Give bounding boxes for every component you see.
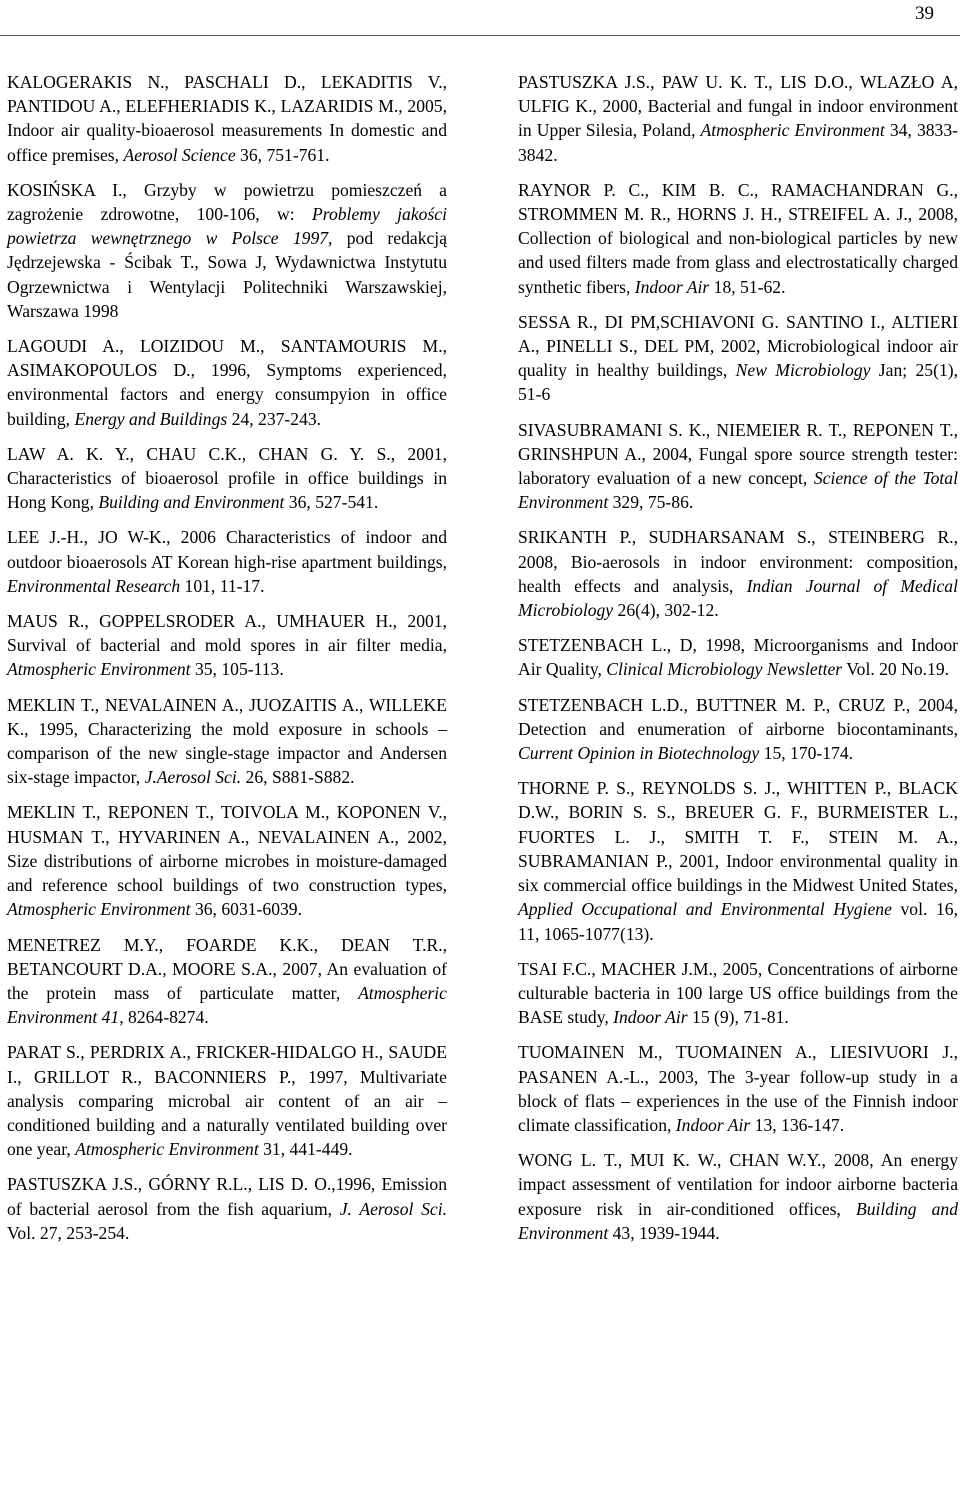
reference-details: 329, 75-86.: [608, 492, 694, 513]
reference-details: Jan; 25(1), 51-6: [518, 360, 959, 405]
reference-title: 2001, Characteristics of bioaerosol profile in office buildings in Hong Kong,: [7, 443, 447, 513]
reference-details: 15, 170-174.: [759, 743, 854, 764]
reference-title: 2008, An energy impact assessment of ventilation for indoor airborne bacteria exposure risk in air-conditioned offices,: [518, 1150, 958, 1219]
reference-venue: Atmospheric Environment 41,: [7, 982, 447, 1028]
reference-venue: J.Aerosol Sci.: [144, 767, 242, 788]
reference-title: 1997, Multivariate analysis comparing microbal air content of an air –conditioned building and a naturally ventilated building over one year,: [7, 1066, 447, 1160]
reference-authors: MEKLIN T., REPONEN T., TOIVOLA M., KOPONEN V., HUSMAN T., HYVARINEN A., NEVALAINEN A.,: [7, 802, 447, 847]
reference-title: 2001, Indoor environmental quality in six commercial office buildings in the Midwest United States,: [518, 850, 958, 896]
reference-details: 43, 1939-1944.: [608, 1222, 720, 1243]
reference-entry: [518, 178, 958, 299]
reference-entry: [518, 70, 958, 167]
reference-entry: [7, 178, 447, 323]
reference-title: 2005, Indoor air quality-bioaerosol measurements In domestic and office premises,: [7, 96, 448, 165]
reference-venue: Science of the Total Environment: [518, 468, 958, 513]
reference-authors: MENETREZ M.Y., FOARDE K.K., DEAN T.R., BETANCOURT D.A., MOORE S.A.,: [7, 934, 447, 979]
reference-authors: LEE J.-H., JO W-K.,: [7, 527, 171, 548]
reference-title: 1996, Emission of bacterial aerosol from the fish aquarium,: [7, 1174, 447, 1219]
reference-details: 101, 11-17.: [180, 575, 265, 596]
references-right-column: [518, 70, 958, 1256]
reference-title: 2004, Detection and enumeration of airborne biocontaminants,: [518, 694, 959, 739]
reference-venue: Indoor Air: [613, 1007, 688, 1028]
reference-authors: PASTUSZKA J.S., PAW U. K. T., LIS D.O., WLAZŁO A, ULFIG K.,: [518, 72, 958, 117]
reference-details: pod redakcją Jędrzejewska - Ścibak T., Sowa J, Wydawnictwa Instytutu Ogrzewnictwa i Wentylacji Politechniki Warszawskiej, Warszawa 1998: [7, 228, 447, 321]
reference-entry: [518, 1040, 958, 1137]
reference-authors: WONG L. T., MUI K. W., CHAN W.Y.,: [518, 1150, 826, 1171]
reference-authors: TUOMAINEN M., TUOMAINEN A., LIESIVUORI J., PASANEN A.-L.,: [518, 1042, 958, 1087]
reference-title: 2004, Fungal spore source strength tester: laboratory evaluation of a new concept,: [518, 443, 959, 489]
reference-authors: PASTUSZKA J.S., GÓRNY R.L., LIS D. O.,: [7, 1174, 336, 1195]
reference-entry: [7, 70, 447, 167]
reference-venue: Aerosol Science: [123, 144, 236, 165]
reference-entry: [518, 957, 958, 1030]
reference-title: 2008, Bio-aerosols in indoor environment: composition, health effects and analysis,: [518, 551, 958, 596]
reference-title: 2006 Characteristics of indoor and outdoor bioaerosols AT Korean high-rise apartment buildings,: [7, 527, 447, 572]
reference-entry: [7, 693, 447, 790]
reference-entry: [518, 776, 958, 945]
reference-details: 31, 441-449.: [258, 1139, 353, 1160]
reference-entry: [7, 1172, 447, 1245]
reference-venue: Indian Journal of Medical Microbiology: [518, 575, 958, 621]
reference-title: 1996, Symptoms experienced, environmental factors and energy consumpyion in office building,: [7, 360, 447, 429]
reference-venue: Energy and Buildings: [74, 408, 228, 429]
reference-venue: Indoor Air: [675, 1114, 751, 1135]
reference-venue: Problemy jakości powietrza wewnętrznego w Polsce 1997,: [7, 204, 447, 249]
reference-authors: PARAT S., PERDRIX A., FRICKER-HIDALGO H., SAUDE I., GRILLOT R., BACONNIERS P.,: [7, 1042, 447, 1087]
reference-title: 2003, The 3-year follow-up study in a block of flats – experiences in the use of the Finnish indoor climate classification,: [518, 1066, 958, 1135]
reference-details: 36, 6031-6039.: [190, 899, 302, 920]
reference-venue: J. Aerosol Sci.: [339, 1198, 447, 1219]
reference-entry: [7, 334, 447, 431]
reference-venue: New Microbiology: [735, 360, 871, 381]
reference-authors: KALOGERAKIS N., PASCHALI D., LEKADITIS V., PANTIDOU A., ELEFHERIADIS K., LAZARIDIS M.,: [7, 72, 447, 117]
reference-entry: [518, 633, 958, 681]
reference-details: vol. 16, 11, 1065-1077(13).: [518, 899, 958, 944]
reference-venue: Building and Environment: [518, 1198, 958, 1243]
reference-details: 26, S881-S882.: [241, 767, 355, 788]
reference-venue: Current Opinion in Biotechnology: [518, 743, 760, 764]
reference-title: 2001, Survival of bacterial and mold spores in air filter media,: [7, 611, 448, 656]
reference-authors: STETZENBACH L., D,: [518, 635, 697, 656]
reference-details: 13, 136-147.: [750, 1114, 845, 1135]
reference-details: Vol. 27, 253-254.: [7, 1222, 130, 1243]
reference-authors: RAYNOR P. C., KIM B. C., RAMACHANDRAN G., STROMMEN M. R., HORNS J. H., STREIFEL A. J.,: [518, 179, 958, 225]
reference-entry: [518, 525, 958, 622]
reference-title: 2000, Bacterial and fungal in indoor environment in Upper Silesia, Poland,: [518, 96, 959, 141]
reference-entry: [518, 1148, 958, 1245]
reference-venue: Atmospheric Environment: [75, 1139, 259, 1160]
reference-details: 18, 51-62.: [709, 276, 786, 297]
reference-details: 15 (9), 71-81.: [687, 1007, 789, 1028]
reference-title: 2007, An evaluation of the protein mass of particulate matter,: [7, 958, 447, 1003]
reference-title: 2005, Concentrations of airborne culturable bacteria in 100 large US office buildings from the BASE study,: [518, 958, 958, 1028]
references-left-column: [7, 70, 447, 1256]
reference-venue: Atmospheric Environment: [7, 899, 191, 920]
reference-venue: Building and Environment: [98, 492, 285, 513]
reference-authors: SESSA R., DI PM,SCHIAVONI G. SANTINO I., ALTIERI A., PINELLI S., DEL PM,: [518, 311, 958, 357]
reference-authors: SIVASUBRAMANI S. K., NIEMEIER R. T., REPONEN T., GRINSHPUN A.,: [518, 419, 958, 464]
reference-authors: STETZENBACH L.D., BUTTNER M. P., CRUZ P.,: [518, 694, 911, 715]
reference-title: 1998, Microorganisms and Indoor Air Quality,: [518, 635, 958, 680]
reference-authors: TSAI F.C., MACHER J.M.,: [518, 958, 718, 979]
reference-authors: MEKLIN T., NEVALAINEN A., JUOZAITIS A., WILLEKE K.,: [7, 694, 447, 739]
reference-details: 34, 3833-3842.: [518, 120, 958, 165]
reference-authors: MAUS R., GOPPELSRODER A., UMHAUER H.,: [7, 611, 398, 632]
reference-entry: [518, 418, 958, 515]
reference-details: Vol. 20 No.19.: [842, 659, 950, 680]
header-rule: [0, 35, 960, 36]
reference-authors: KOSIŃSKA I.,: [7, 179, 127, 200]
reference-entry: [7, 800, 447, 921]
reference-title: 1995, Characterizing the mold exposure in schools – comparison of the new single-stage impactor and Andersen six-stage impactor,: [7, 718, 447, 788]
reference-venue: Atmospheric Environment: [7, 659, 191, 680]
reference-venue: Clinical Microbiology Newsletter: [606, 659, 843, 680]
reference-title: 2002, Size distributions of airborne microbes in moisture-damaged and reference school buildings of two construction types,: [7, 826, 447, 896]
reference-venue: Atmospheric Environment: [700, 120, 885, 141]
reference-entry: [7, 525, 447, 598]
reference-details: 36, 751-761.: [235, 144, 330, 165]
page-number: 39: [915, 3, 934, 24]
reference-details: 26(4), 302-12.: [613, 600, 719, 621]
reference-title: Grzyby w powietrzu pomieszczeń a zagrożenie zdrowotne, 100-106, w:: [7, 179, 447, 225]
reference-entry: [7, 609, 447, 682]
reference-authors: LAGOUDI A., LOIZIDOU M., SANTAMOURIS M., ASIMAKOPOULOS D.,: [7, 336, 447, 381]
reference-title: 2008, Collection of biological and non-biological particles by new and used filters made from glass and electrostatically charged synthetic fibers,: [518, 204, 958, 297]
reference-venue: Applied Occupational and Environmental Hygiene: [518, 899, 892, 920]
reference-venue: Environmental Research: [7, 575, 181, 596]
reference-entry: [7, 442, 447, 515]
reference-venue: Indoor Air: [634, 276, 710, 297]
reference-authors: SRIKANTH P., SUDHARSANAM S., STEINBERG R.,: [518, 527, 958, 548]
reference-authors: THORNE P. S., REYNOLDS S. J., WHITTEN P., BLACK D.W., BORIN S. S., BREUER G. F., BURMEISTER L., FUORTES L. J., SMITH T. F., STEIN M. A., SUBRAMANIAN P.,: [518, 778, 958, 871]
reference-details: 36, 527-541.: [284, 492, 379, 513]
reference-entry: [518, 693, 958, 766]
reference-entry: [7, 1040, 447, 1161]
reference-entry: [518, 310, 958, 407]
reference-details: 8264-8274.: [123, 1007, 209, 1028]
reference-entry: [7, 933, 447, 1030]
reference-details: 24, 237-243.: [227, 408, 322, 429]
reference-title: 2002, Microbiological indoor air quality in healthy buildings,: [518, 336, 958, 381]
reference-details: 35, 105-113.: [190, 659, 284, 680]
reference-authors: LAW A. K. Y., CHAU C.K., CHAN G. Y. S.,: [7, 443, 396, 464]
